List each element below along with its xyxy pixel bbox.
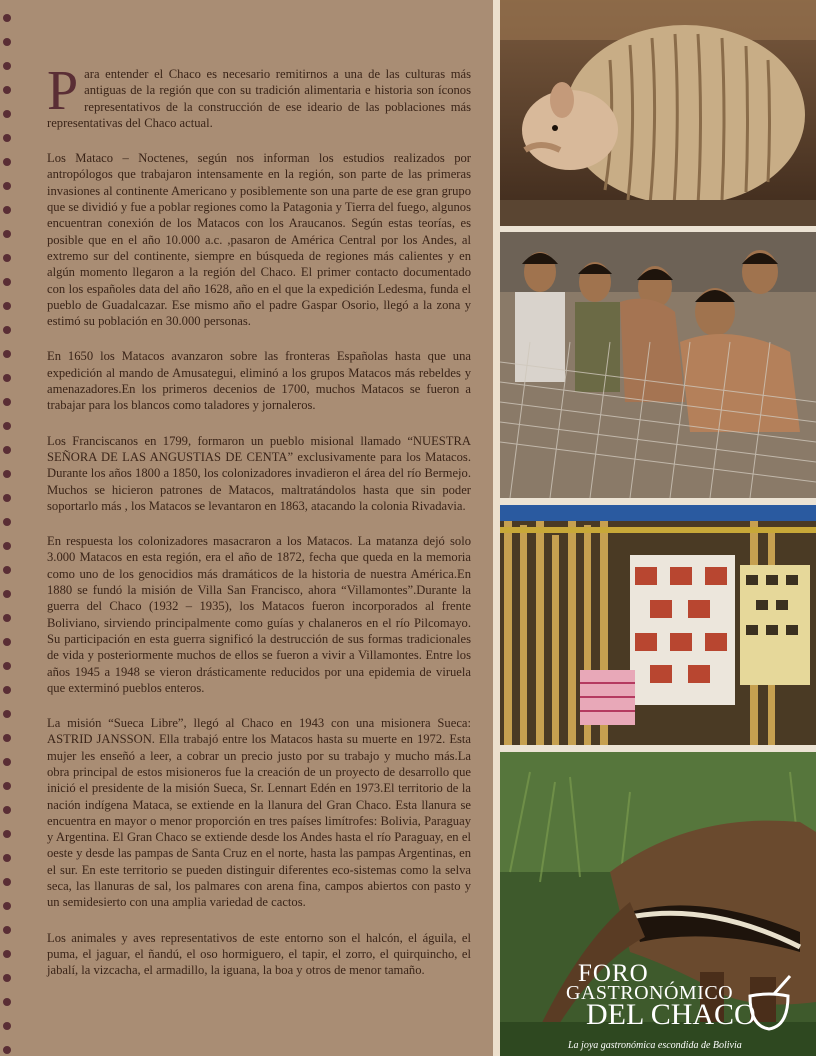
dot-ornament (3, 422, 11, 430)
dot-ornament (3, 254, 11, 262)
dot-ornament (3, 350, 11, 358)
bowl-icon (744, 974, 794, 1034)
foro-gastronomico-logo (538, 960, 808, 1056)
dot-ornament (3, 566, 11, 574)
dot-ornament (3, 158, 11, 166)
dot-ornament (3, 542, 11, 550)
dot-ornament (3, 950, 11, 958)
dot-ornament (3, 230, 11, 238)
dot-ornament (3, 134, 11, 142)
paragraph-swedish-mission: La misión “Sueca Libre”, llegó al Chaco en 1943 con una misionera Sueca: ASTRID JANSSON. Ella trabajó entre los Matacos hasta su muerte en 1972. Esta mujer les enseñó a leer, a cobrar un precio justo por su trabajo y mucho más.La obra principal de estos misioneros fue la creación de un proyecto de desarrollo que inició el presidente de la misión Sueca, Sr. Lennart Edén en 1973.El territorio de la nación indígena Mataca, se extiende en la llanura del Gran Chaco. Esta llanura se encuentra en mayor o menor proporción en tres países limítrofes: Bolivia, Paraguay y Argentina. El Gran Chaco se extiende desde los Andes hasta el río Paraguay, en el oeste y desde las pampas de Santa Cruz en el norte, hasta las pampas Argentinas, en el sur. En este territorio se pueden distinguir diferentes eco-sistemas como la selva seca, las llanuras de sal, los palmares con arena fina, campos abiertos con pasto y un semidesierto con una amplia variedad de cactos. (47, 716, 471, 910)
dot-ornament (3, 494, 11, 502)
dot-ornament (3, 38, 11, 46)
paragraph-franciscans: Los Franciscanos en 1799, formaron un pueblo misional llamado “NUESTRA SEÑORA DE LAS ANGUSTIAS DE CENTA” exclusivamente para los Matacos. Durante los años 1800 a 1850, los colonizadores invadieron el área del río Bermejo. Muchos se hicieron patrones de Matacos, maltratándolos hasta que sin poder soportarlo más , los Matacos se levantaron en 1863, atacando la colonia Rivadavia. (47, 433, 471, 513)
paragraph-fauna: Los animales y aves representativos de este entorno son el halcón, el águila, el puma, el jaguar, el ñandú, el oso hormiguero, el tapir, el zorro, el quirquincho, el jabalí, la vizcacha, el armadillo, la iguana, la boa y otros de menor tamaño. (47, 930, 471, 978)
dot-ornament (3, 446, 11, 454)
dot-ornament (3, 590, 11, 598)
logo-line-1: FORO (578, 960, 649, 987)
dot-ornament (3, 710, 11, 718)
dot-ornament (3, 830, 11, 838)
drop-cap: P (47, 60, 79, 122)
dot-ornament (3, 782, 11, 790)
dot-ornament (3, 686, 11, 694)
paragraph-massacre: En respuesta los colonizadores masacraron a los Matacos. La matanza dejó solo 3.000 Matacos en esta región, era el año de 1872, fecha que queda en la memoria como uno de los genocidios más dramáticos de la historia de nuestra América.En 1880 se fundó la misión de Villa San Francisco, ahora “Villamontes”.Durante la guerra del Chaco (1932 – 1935), los Matacos fueron incorporados al frente Boliviano, sirviendo principalmente como guías y chalaneros en el río Pilcomayo. Su participación en esta guerra significó la destrucción de sus formas tradicionales de vida y posteriormente muchos de ellos se fueron a vivir a Villamontes. Entre los años 1945 a 1948 se vieron drásticamente reducidos por una epidemia de viruela que exterminó pueblos enteros. (47, 534, 471, 695)
photo-column (500, 0, 816, 1056)
dot-ornament (3, 734, 11, 742)
dot-ornament (3, 62, 11, 70)
dot-ornament (3, 806, 11, 814)
dot-ornament (3, 902, 11, 910)
dot-ornament (3, 758, 11, 766)
dot-ornament (3, 206, 11, 214)
fishermen-photo (500, 232, 816, 498)
paragraph-1650: En 1650 los Matacos avanzaron sobre las fronteras Españolas hasta que una expedición al mando de Amusategui, eliminó a los grupos Matacos más rebeldes y amenazadores.En los primeros decenios de 1700, muchos Matacos se fueron a trabajar para los blancos como taladores y jornaleros. (47, 349, 471, 413)
woven-bags-photo (500, 505, 816, 745)
dot-ornament (3, 470, 11, 478)
paragraph-origins: Los Mataco – Noctenes, según nos informan los estudios realizados por antropólogos que trabajaron intensamente en la región, son parte de las primeras invasiones al continente Americano y posiblemente son una parte de ese gran grupo que se dividió y fue a poblar regiones como la Patagonia y Tierra del fuego, algunos encuentran conexión de los Matacos con los Araucanos. Según estas teorías, es posible que en el año 10.000 a.c. ,pasaron de América Central por los Andes, al extremo sur del continente, siempre en búsqueda de regiones más calientes y en algún momento llegaron a la región del Chaco. El primer contacto documentado con los españoles data del año 1628, año en el que la expedición Ledesma, funda el pueblo de Guadalcazar. Ese mismo año el padre Gaspar Osorio, llegó a la zona y estimó su población en 30.000 personas. (47, 151, 471, 329)
armadillo-photo (500, 0, 816, 226)
dot-ornament (3, 278, 11, 286)
dot-ornament (3, 974, 11, 982)
dot-ornament (3, 638, 11, 646)
dot-ornament (3, 302, 11, 310)
dot-ornament (3, 998, 11, 1006)
dot-ornament (3, 1046, 11, 1054)
dot-ornament (3, 110, 11, 118)
dot-ornament (3, 1022, 11, 1030)
dot-ornament (3, 518, 11, 526)
dot-ornament (3, 374, 11, 382)
dot-border (0, 0, 14, 1056)
dot-ornament (3, 398, 11, 406)
article-body (47, 60, 471, 998)
lead-paragraph (47, 60, 471, 131)
dot-ornament (3, 326, 11, 334)
dot-ornament (3, 86, 11, 94)
dot-ornament (3, 14, 11, 22)
column-divider (493, 0, 500, 1056)
lead-text: ara entender el Chaco es necesario remitirnos a una de las culturas más antiguas de la región que con su tradición alimentaria e historia son íconos representativos de la construcción de ese ideario de las poblaciones más representativas del Chaco actual. (47, 67, 471, 130)
logo-line-2: GASTRONÓMICO (566, 982, 734, 1004)
logo-line-3: DEL CHACO (586, 998, 756, 1031)
logo-tagline: La joya gastronómica escondida de Bolivia (568, 1040, 742, 1051)
dot-ornament (3, 614, 11, 622)
dot-ornament (3, 662, 11, 670)
dot-ornament (3, 926, 11, 934)
dot-ornament (3, 854, 11, 862)
dot-ornament (3, 878, 11, 886)
dot-ornament (3, 182, 11, 190)
